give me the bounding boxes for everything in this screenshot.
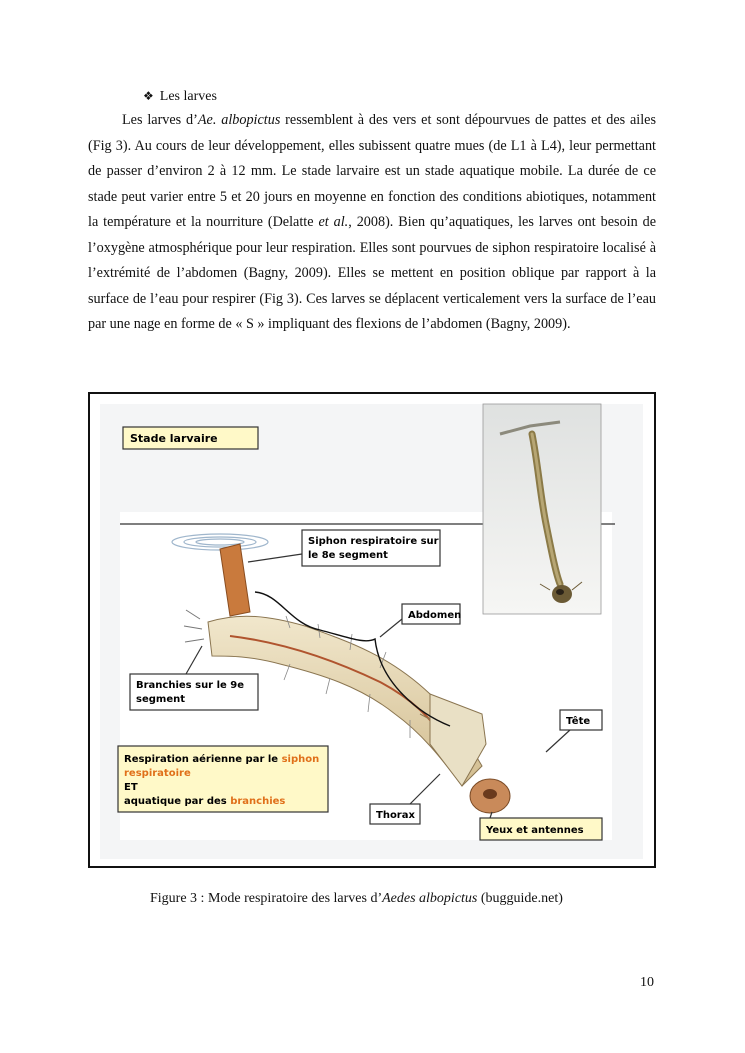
caption-part-3: (bugguide.net): [477, 891, 563, 906]
larva-diagram: [90, 394, 654, 866]
et-al: et al.: [318, 214, 349, 230]
svg-text:Siphon respiratoire sur: Siphon respiratoire sur: [308, 536, 439, 547]
svg-text:le 8e segment: le 8e segment: [308, 550, 388, 561]
figure-3: [88, 392, 656, 868]
para-part-1: Les larves d’: [122, 112, 198, 128]
svg-text:Thorax: Thorax: [376, 810, 415, 821]
species-name: Ae. albopictus: [197, 112, 281, 128]
caption-part-1: Figure 3 : Mode respiratoire des larves d’: [150, 891, 383, 906]
svg-text:aquatique par des branchies: aquatique par des branchies: [124, 796, 286, 807]
para-part-3: ressemblent à des vers et sont dépourvues de pattes et des ailes (Fig 3). Au cours de leur développement, elles subissent quatre mues (de L1 à L4), leur permettant de passer d’environ 2 à 12 mm. Le stade larvaire est un stade aquatique mobile. La durée de ce stade peut varier entre 5 et 20 jours en moyenne en fonction des conditions abiotiques, notamment la température et la nourriture (Delatte: [88, 112, 656, 230]
page-number: 10: [640, 975, 654, 990]
svg-text:Branchies sur le 9e: Branchies sur le 9e: [136, 680, 245, 691]
body-paragraph: [88, 108, 656, 338]
svg-text:segment: segment: [136, 694, 185, 705]
svg-text:ET: ET: [124, 782, 138, 793]
svg-text:respiratoire: respiratoire: [124, 768, 191, 779]
svg-text:Respiration aérienne par le si: Respiration aérienne par le siphon: [124, 754, 320, 765]
diamond-bullet-icon: ❖: [143, 89, 154, 103]
respiration-label: [118, 746, 328, 812]
svg-text:Yeux et antennes: Yeux et antennes: [486, 825, 584, 836]
para-part-5: , 2008). Bien qu’aquatiques, les larves ont besoin de l’oxygène atmosphérique pour leur respiration. Elles sont pourvues de siphon respiratoire localisé à l’extrémité de l’abdomen (Bagny, 2009). Elles se mettent en position oblique par rapport à la surface de l’eau pour respirer (Fig 3). Ces larves se déplacent verticalement vers la surface de l’eau par une nage en forme de « S » impliquant des flexions de l’abdomen (Bagny, 2009).: [88, 214, 656, 332]
larva-photo: [483, 404, 601, 614]
figure-caption: [150, 891, 563, 907]
svg-text:Tête: Tête: [566, 716, 591, 727]
svg-text:Stade larvaire: Stade larvaire: [130, 432, 218, 445]
stage-label: [123, 427, 258, 449]
section-heading-text: Les larves: [159, 89, 217, 104]
section-heading: [143, 89, 217, 105]
caption-species: Aedes albopictus: [382, 891, 478, 906]
svg-text:Abdomen: Abdomen: [408, 610, 462, 621]
